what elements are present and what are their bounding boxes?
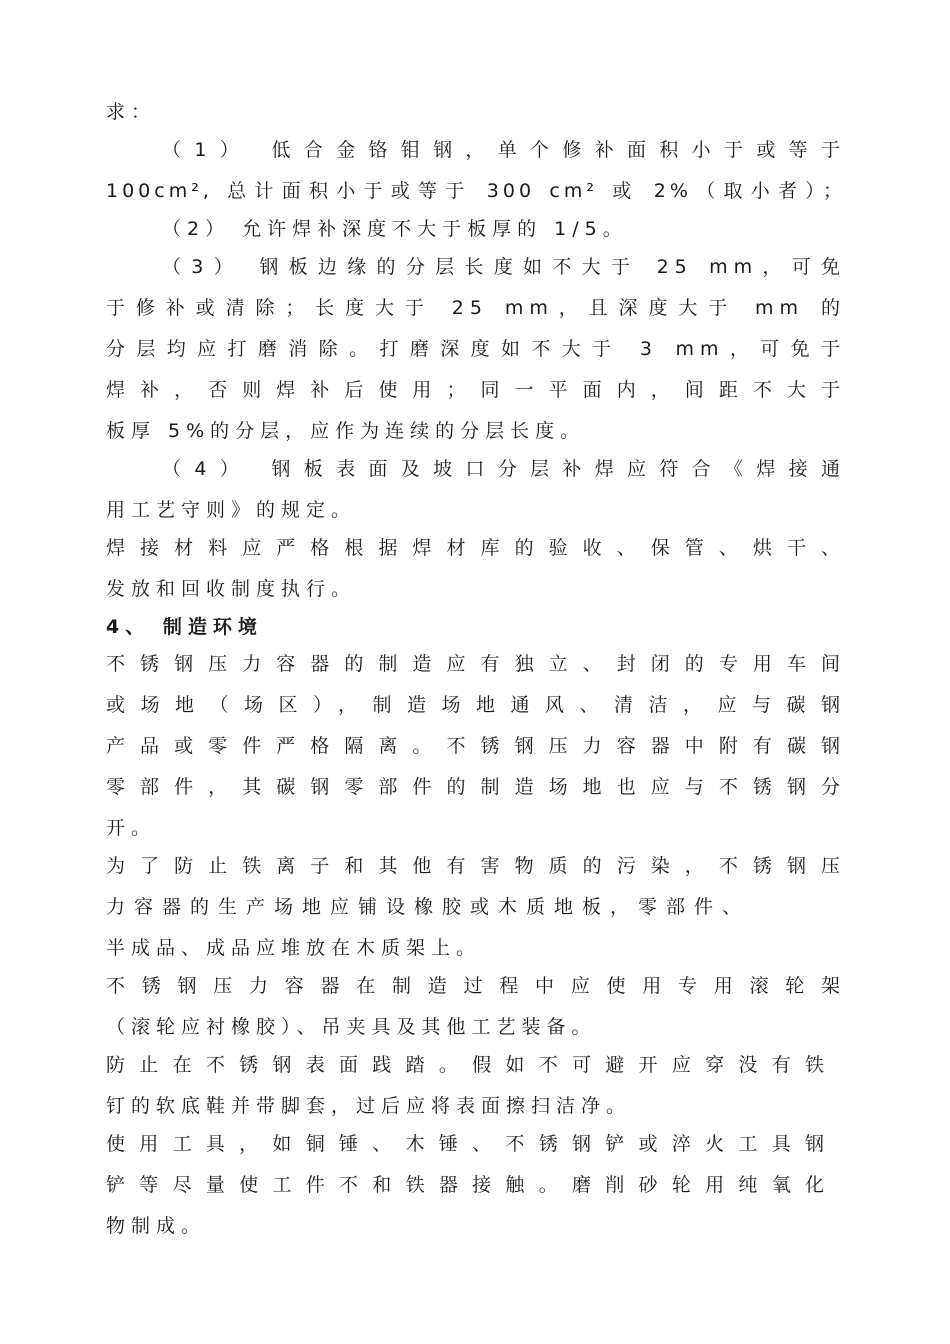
text-line: 力容器的生产场地应铺设橡胶或木质地板，零部件、	[106, 896, 751, 918]
text-line: 焊接材料应严格根据焊材库的验收、保管、烘干、	[106, 537, 846, 559]
text-line: 半成品、成品应堆放在木质架上。	[106, 937, 482, 959]
text-line: （滚轮应衬橡胶）、吊夹具及其他工艺装备。	[106, 1016, 597, 1038]
text-line: 分层均应打磨消除。打磨深度如不大于 3 mm，可免于	[106, 338, 846, 360]
text-line: 产品或零件严格隔离。不锈钢压力容器中附有碳钢	[106, 735, 846, 757]
text-line: 100cm², 总计面积小于或等于 300 cm² 或 2%（取小者）；	[106, 180, 846, 202]
text-line: 使用工具，如铜锤、木锤、不锈钢铲或淬火工具钢	[106, 1133, 830, 1155]
text-line: （2） 允许焊补深度不大于板厚的 1/5。	[162, 218, 628, 240]
text-line: 求：	[106, 101, 157, 123]
text-line: （3） 钢板边缘的分层长度如不大于 25 mm，可免	[162, 256, 846, 278]
text-line: 或场地（场区），制造场地通风、清洁，应与碳钢	[106, 694, 846, 716]
text-line: 防止在不锈钢表面践踏。假如不可避开应穿没有铁	[106, 1054, 830, 1076]
section-heading: 4、 制造环境	[106, 616, 263, 638]
text-line: 铲等尽量使工件不和铁器接触。磨削砂轮用纯氧化	[106, 1174, 830, 1196]
text-line: 不锈钢压力容器在制造过程中应使用专用滚轮架	[106, 975, 846, 997]
text-line: 物制成。	[106, 1215, 207, 1237]
text-line: 为了防止铁离子和其他有害物质的污染，不锈钢压	[106, 855, 846, 877]
text-line: 焊补，否则焊补后使用；同一平面内，间距不大于	[106, 379, 846, 401]
text-line: （4） 钢板表面及坡口分层补焊应符合《焊接通	[162, 458, 846, 480]
text-line: 钉的软底鞋并带脚套，过后应将表面擦扫洁净。	[106, 1095, 632, 1117]
text-line: 板厚 5%的分层，应作为连续的分层长度。	[106, 420, 586, 442]
text-line: 发放和回收制度执行。	[106, 578, 357, 600]
text-line: 开。	[106, 817, 157, 839]
text-line: 不锈钢压力容器的制造应有独立、封闭的专用车间	[106, 653, 846, 675]
text-line: （1） 低合金铬钼钢，单个修补面积小于或等于	[162, 139, 846, 161]
text-line: 于修补或清除；长度大于 25 mm，且深度大于 mm 的	[106, 297, 846, 319]
text-line: 零部件，其碳钢零部件的制造场地也应与不锈钢分	[106, 776, 846, 798]
text-line: 用工艺守则》的规定。	[106, 499, 357, 521]
